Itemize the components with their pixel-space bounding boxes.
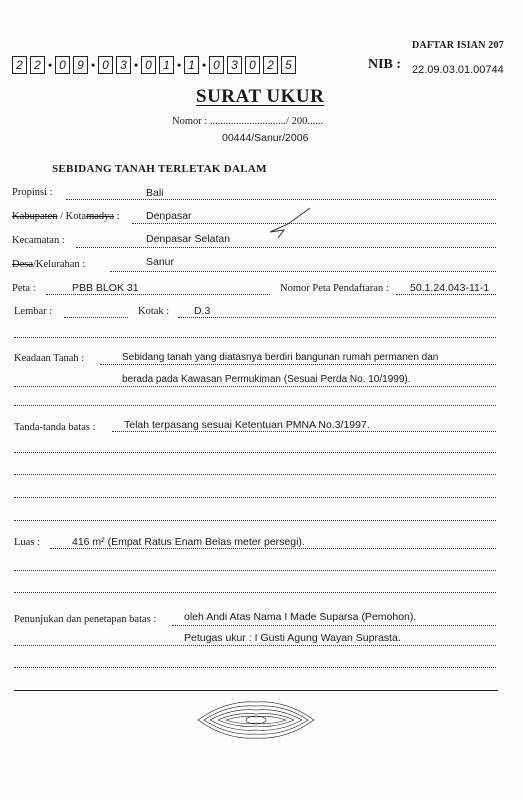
dotted-line	[14, 645, 496, 646]
section-heading: SEBIDANG TANAH TERLETAK DALAM	[52, 163, 267, 175]
dotted-line	[64, 317, 128, 318]
separator-dot: •	[91, 57, 96, 72]
dotted-line	[14, 497, 496, 498]
number-box: 0	[98, 56, 113, 74]
peta-value: PBB BLOK 31	[72, 282, 139, 294]
keadaan-tanah-label: Keadaan Tanah :	[14, 353, 85, 364]
guilloche-ornament	[196, 698, 316, 742]
dotted-line	[100, 364, 496, 365]
number-box: 3	[227, 56, 242, 74]
luas-label: Luas :	[14, 537, 40, 548]
keadaan-tanah-line2: berada pada Kawasan Permukiman (Sesuai Perda No. 10/1999).	[122, 374, 411, 385]
kelurahan-value: Sanur	[146, 256, 175, 268]
kotak-label: Kotak :	[138, 306, 170, 317]
tanda-batas-value: Telah terpasang sesuai Ketentuan PMNA No.3/1997.	[124, 419, 370, 431]
dotted-line	[66, 199, 496, 200]
tanda-batas-label: Tanda-tanda batas :	[14, 422, 96, 433]
dotted-line	[14, 452, 496, 453]
propinsi-value: Bali	[146, 187, 164, 199]
separator-dot: •	[134, 57, 139, 72]
dotted-line	[14, 520, 496, 521]
number-box: 3	[116, 56, 131, 74]
luas-value: 416 m² (Empat Ratus Enam Belas meter persegi).	[72, 536, 305, 548]
dotted-line	[396, 294, 496, 295]
keadaan-tanah-line1: Sebidang tanah yang diatasnya berdiri bangunan rumah permanen dan	[122, 352, 439, 363]
dotted-line	[132, 223, 496, 224]
dotted-line	[14, 667, 496, 668]
dotted-line	[50, 548, 496, 549]
nib-value: 22.09.03.01.00744	[412, 64, 504, 76]
dotted-line	[110, 271, 496, 272]
dotted-line	[14, 474, 496, 475]
pen-mark	[266, 206, 312, 240]
number-box: 1	[184, 56, 199, 74]
penunjukan-line1: oleh Andi Atas Nama I Made Suparsa (Pemohon).	[184, 611, 417, 623]
kotak-value: D.3	[194, 305, 211, 317]
number-box: 2	[30, 56, 45, 74]
dotted-line	[46, 294, 270, 295]
number-box: 9	[73, 56, 88, 74]
kelurahan-label: Desa/Kelurahan :	[12, 259, 86, 270]
separator-line	[14, 690, 498, 691]
number-box: 2	[263, 56, 278, 74]
number-box: 0	[141, 56, 156, 74]
parcel-number-boxes	[12, 56, 296, 74]
separator-dot: •	[202, 57, 207, 72]
dotted-line	[14, 592, 496, 593]
penunjukan-label: Penunjukan dan penetapan batas :	[14, 614, 157, 625]
nomor-value: 00444/Sanur/2006	[222, 132, 309, 144]
nib-label: NIB :	[368, 57, 402, 72]
kabupaten-value: Denpasar	[146, 210, 192, 222]
number-box: 0	[55, 56, 70, 74]
dotted-line	[14, 570, 496, 571]
nomor-peta-label: Nomor Peta Pendaftaran :	[280, 283, 389, 294]
number-box: 5	[281, 56, 296, 74]
kabupaten-label: Kabupaten / Kotamadya :	[12, 211, 120, 222]
kecamatan-value: Denpasar Selatan	[146, 233, 231, 245]
separator-dot: •	[48, 57, 53, 72]
number-box: 0	[245, 56, 260, 74]
nomor-label: Nomor : ............................./ 200......	[172, 116, 324, 127]
number-box: 0	[209, 56, 224, 74]
number-box: 1	[159, 56, 174, 74]
peta-label: Peta :	[12, 283, 36, 294]
dotted-line	[172, 625, 496, 626]
lembar-label: Lembar :	[14, 306, 53, 317]
dotted-line	[14, 386, 496, 387]
propinsi-label: Propinsi :	[12, 187, 53, 198]
dotted-line	[14, 405, 496, 406]
dotted-line	[14, 337, 496, 338]
nomor-peta-value: 50.1.24.043-11-1	[410, 282, 490, 294]
separator-dot: •	[177, 57, 182, 72]
document-title: SURAT UKUR	[196, 86, 325, 107]
penunjukan-line2: Petugas ukur : I Gusti Agung Wayan Suprasta.	[184, 632, 401, 644]
dotted-line	[178, 317, 496, 318]
dotted-line	[76, 247, 496, 248]
number-box: 2	[12, 56, 27, 74]
form-id: DAFTAR ISIAN 207	[412, 40, 504, 51]
dotted-line	[112, 431, 496, 432]
kecamatan-label: Kecamatan :	[12, 235, 65, 246]
